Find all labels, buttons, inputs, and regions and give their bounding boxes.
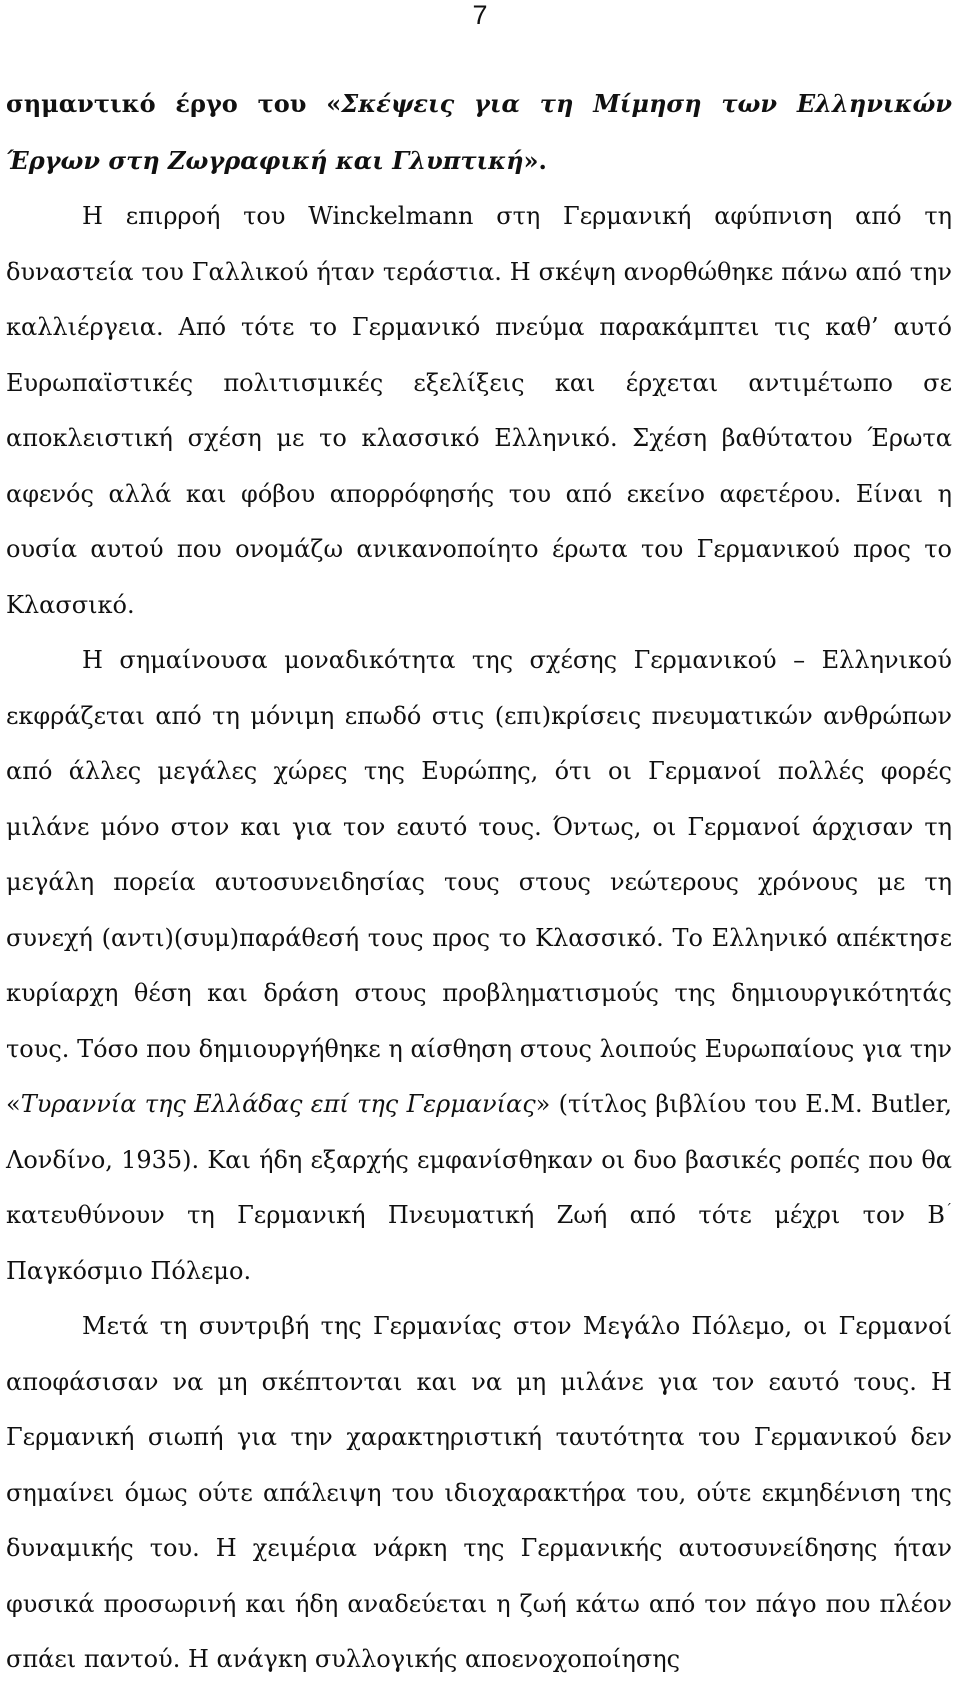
paragraph-2: Η επιρροή του Winckelmann στη Γερμανική αφύπνιση από τη δυναστεία του Γαλλικού ήταν τεράστια. Η σκέψη ανορθώθηκε πάνω από την καλλιέργεια. Από τότε το Γερμανικό πνεύμα παρακάμπτει τις καθ’ αυτό Ευρωπαϊστικές πολιτισμικές εξελίξεις και έρχεται αντιμέτωπο σε αποκλειστική σχέση με το κλασσικό Ελληνικό. Σχέση βαθύτατου Έρωτα αφενός αλλά και φόβου απορρόφησής του από εκείνο αφετέρου. Είναι η ουσία αυτού που ονομάζω ανικανοποίητο έρωτα του Γερμανικού προς το Κλασσικό. [6, 202, 952, 619]
p1-bold-end: ». [523, 145, 547, 175]
p3-text-3: Παγκόσμιο Πόλεμο. [6, 1256, 252, 1285]
paragraph-3 [6, 633, 952, 1299]
p3-text-2: » (τίτλος βιβλίου του E.M. Butler, Λονδίνο, 1935). Και ήδη εξαρχής εμφανίσθηκαν οι δυο βασικές ροπές που θα κατευθύνουν τη Γερμανική Πνευματική Ζωή από τότε μέχρι τον Β [6, 1090, 952, 1229]
body-text [6, 76, 952, 1688]
p1-bold-start: σημαντικό έργο του « [6, 89, 342, 118]
page-number: 7 [472, 0, 488, 30]
p3-superscript: ΄ [945, 1202, 952, 1218]
paragraph-1 [6, 76, 952, 189]
paragraph-4: Μετά τη συντριβή της Γερμανίας στον Μεγάλο Πόλεμο, οι Γερμανοί αποφάσισαν να μη σκέπτονται και να μη μιλάνε για τον εαυτό τους. Η Γερμανική σιωπή για την χαρακτηριστική ταυτότητα του Γερμανικού δεν σημαίνει όμως ούτε απάλειψη του ιδιοχαρακτήρα του, ούτε εκμηδένιση της δυναμικής του. Η χειμέρια νάρκη της Γερμανικής αυτοσυνείδησης ήταν φυσικά προσωρινή και ήδη αναδεύεται η ζωή κάτω από τον πάγο που πλέον σπάει παντού. Η ανάγκη συλλογικής αποενοχοποίησης [6, 1312, 952, 1673]
p3-book-title: Τυραννία της Ελλάδας επί της Γερμανίας [20, 1090, 536, 1118]
p3-text-1: Η σημαίνουσα μοναδικότητα της σχέσης Γερμανικού – Ελληνικού εκφράζεται από τη μόνιμη επωδό στις (επι)κρίσεις πνευματικών ανθρώπων από άλλες μεγάλες χώρες της Ευρώπης, ότι οι Γερμανοί πολλές φορές μιλάνε μόνο στον και για τον εαυτό τους. Όντως, οι Γερμανοί άρχισαν τη μεγάλη πορεία αυτοσυνειδησίας τους στους νεώτερους χρόνους με τη συνεχή (αντι)(συμ)παράθεσή τους προς το Κλασσικό. Το Ελληνικό απέκτησε κυρίαρχη θέση και δράση στους προβληματισμούς της δημιουργικότητάς τους. Τόσο που δημιουργήθηκε η αίσθηση στους λοιπούς Ευρωπαίους για την « [6, 646, 952, 1118]
p1-book-title: Σκέψεις για τη Μίμηση των Ελληνικών Έργων στη Ζωγραφική και Γλυπτική [6, 89, 952, 175]
